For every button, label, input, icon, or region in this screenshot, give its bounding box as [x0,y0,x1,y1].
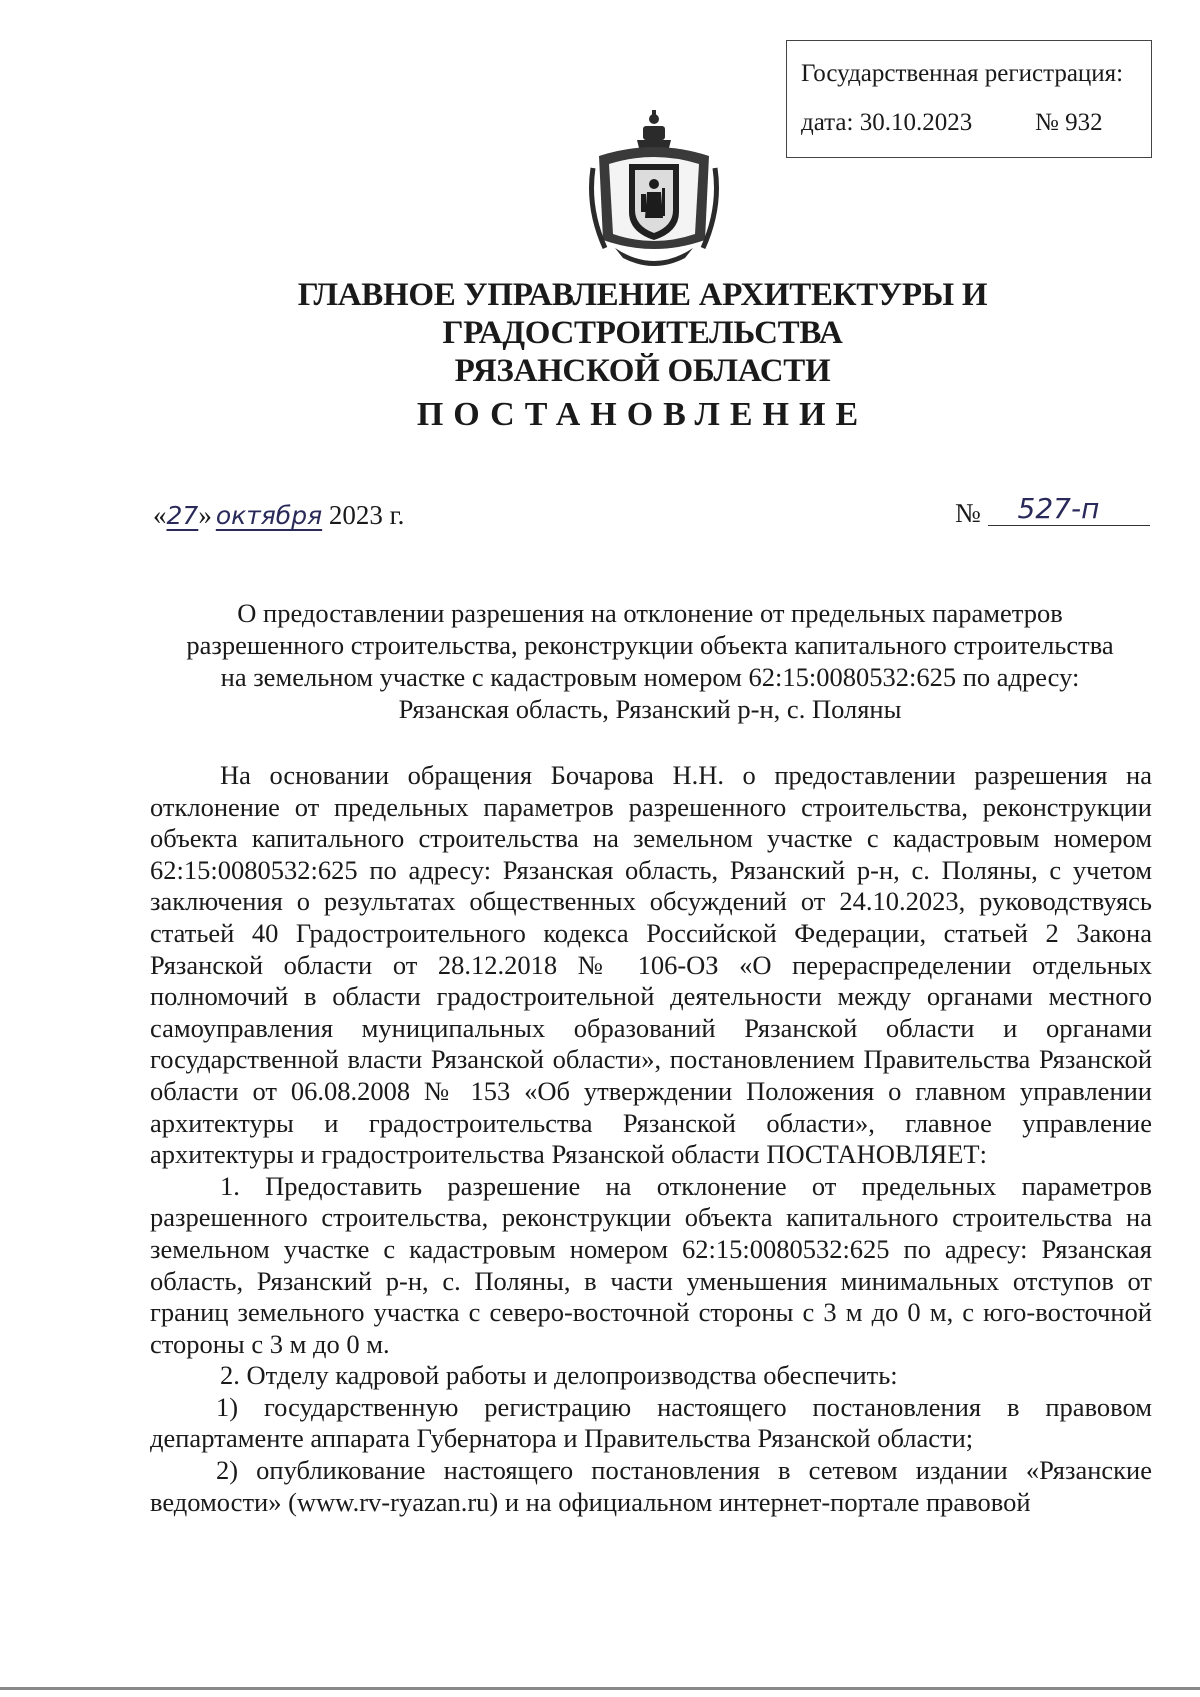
document-type-heading: ПОСТАНОВЛЕНИЕ [416,396,869,433]
handwritten-day: 27 [166,501,199,530]
preamble-paragraph: На основании обращения Бочарова Н.Н. о предоставлении разрешения на отклонение от предельных параметров разрешенного строительства, реконструкции объекта капитального строительства на земельном участке с кадастровым номером 62:15:0080532:625 по адресу: Рязанская область, Рязанский р-н, с. Поляны, с учетом заключения о результатах общественных обсуждений от 24.10.2023, руководствуясь статьей 40 Градостроительного кодекса Российской Федерации, статьей 2 Закона Рязанской области от 28.12.2018 № 106-ОЗ «О перераспределении отдельных полномочий в области градостроительной деятельности между органами местного самоуправления муниципальных образований Рязанской области и органами государственной власти Рязанской области», постановлением Правительства Рязанской области от 06.08.2008 № 153 «Об утверждении Положения о главном управлении архитектуры и градостроительства Рязанской области», главное управление архитектуры и градостроительства Рязанской области ПОСТАНОВЛЯЕТ: [150,760,1152,1170]
subject-line-3: на земельном участке с кадастровым номером 62:15:0080532:625 по адресу: [220,662,1080,692]
organization-line-1: ГЛАВНОЕ УПРАВЛЕНИЕ АРХИТЕКТУРЫ И ГРАДОСТРОИТЕЛЬСТВА [297,277,988,351]
item-2-1-paragraph: 1) государственную регистрацию настоящего постановления в правовом департаменте аппарата Губернатора и Правительства Рязанской области; [150,1391,1152,1454]
organization-name [120,276,1165,390]
handwritten-month: октября [215,501,323,530]
date-open-quote: « [153,500,167,530]
item-1-paragraph: 1. Предоставить разрешение на отклонение от предельных параметров разрешенного строительства, реконструкции объекта капитального строительства на земельном участке с кадастровым номером 62:15:0080532:625 по адресу: Рязанская область, Рязанский р-н, с. Поляны, в части уменьшения минимальных отступов от границ земельного участка с северо-восточной стороны с 3 м до 0 м, с юго-восточной стороны с 3 м до 0 м. [150,1170,1152,1359]
coat-of-arms-emblem [585,108,723,274]
subject-line-2: разрешенного строительства, реконструкции объекта капитального строительства [186,630,1114,660]
subject-line-1: О предоставлении разрешения на отклонение от предельных параметров [237,598,1063,628]
handwritten-number: 527-п [988,492,1150,526]
registration-title: Государственная регистрация: [801,60,1124,87]
item-2-2-paragraph: 2) опубликование настоящего постановления в сетевом издании «Рязанские ведомости» (www.rv-ryazan.ru) и на официальном интернет-портале правовой [150,1455,1152,1517]
document-subject [150,597,1150,725]
document-number [955,492,1150,530]
number-label: № [955,498,981,528]
subject-line-4: Рязанская область, Рязанский р-н, с. Поляны [398,694,902,724]
registration-date: дата: 30.10.2023 [801,109,973,136]
item-2-paragraph: 2. Отделу кадровой работы и делопроизводства обеспечить: [220,1360,898,1391]
page-bottom-edge [0,1687,1200,1690]
document-body [150,760,1152,1518]
registration-stamp [786,40,1152,158]
registration-number: № 932 [1035,109,1103,136]
organization-line-2: РЯЗАНСКОЙ ОБЛАСТИ [454,353,831,389]
date-year: 2023 г. [328,500,405,530]
date-close-quote: » [198,500,212,530]
document-date [153,500,404,531]
